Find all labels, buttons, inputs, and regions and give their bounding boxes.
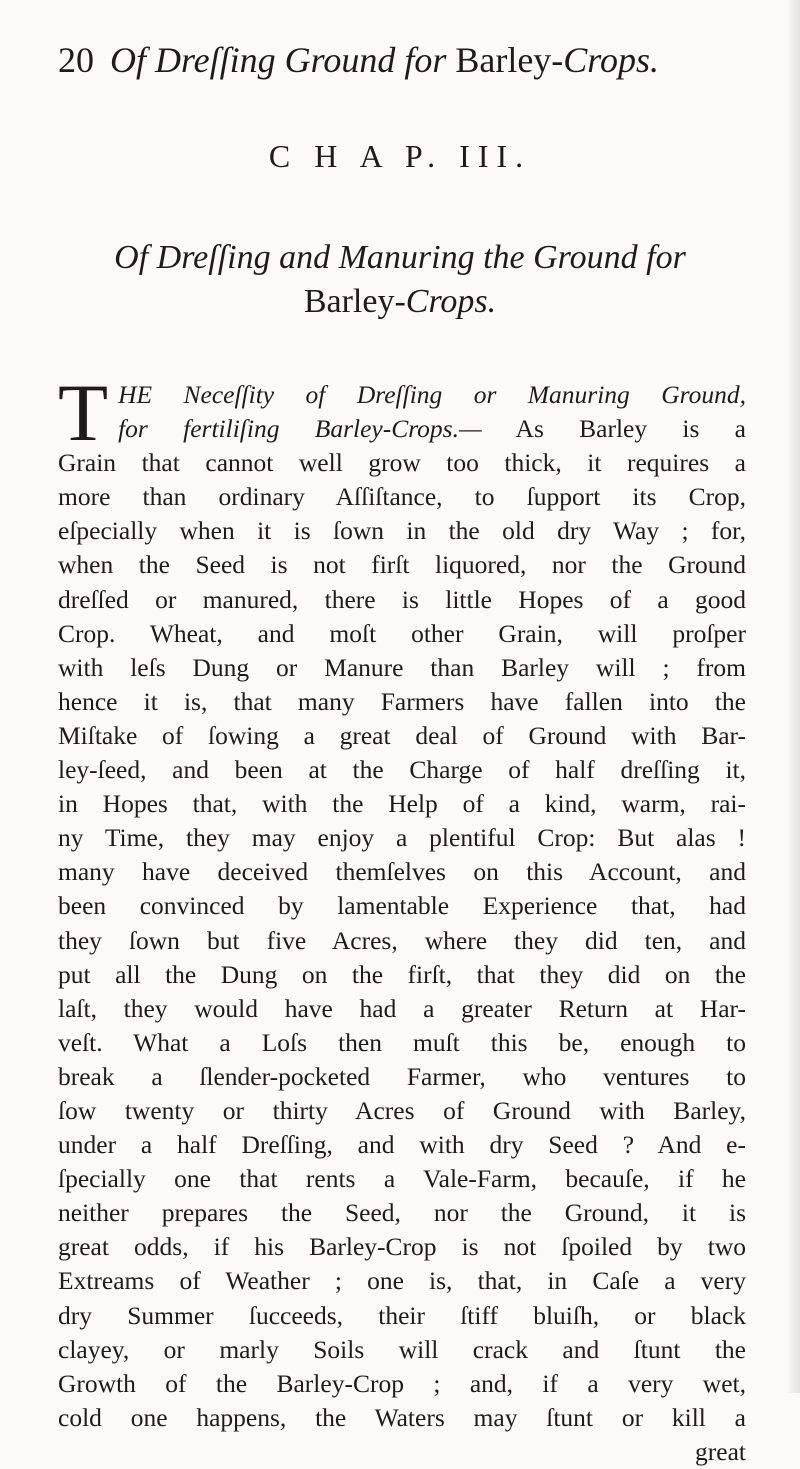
text-line: dry Summer ſucceeds, their ſtiff bluiſh, or black [58, 1300, 746, 1330]
chapter-title [0, 236, 800, 324]
text-line: in Hopes that, with the Help of a kind, warm, rai- [58, 789, 746, 819]
text-line: hence it is, that many Farmers have fallen into the [58, 686, 746, 716]
text-line: ſow twenty or thirty Acres of Ground with Barley, [58, 1095, 746, 1125]
opening-line-1: HE Neceſſity of Dreſſing or Manuring Ground, [118, 380, 746, 409]
body-text [58, 367, 747, 1469]
catchword: great [695, 1436, 746, 1466]
text-line: they ſown but five Acres, where they did ten, and [58, 925, 746, 955]
text-line: put all the Dung on the firſt, that they did on the [58, 959, 746, 989]
chapter-title-line-1: Of Dreſſing and Manuring the Ground for [114, 239, 686, 276]
text-line: Grain that cannot well grow too thick, it requires a [58, 448, 746, 478]
text-line: break a ſlender-pocketed Farmer, who ventures to [58, 1061, 746, 1091]
text-line: ſpecially one that rents a Vale-Farm, becauſe, if he [58, 1164, 746, 1194]
text-line: neither prepares the Seed, nor the Ground, it is [58, 1198, 746, 1228]
text-line: great odds, if his Barley-Crop is not ſpoiled by two [58, 1232, 746, 1262]
drop-cap: T [58, 367, 109, 458]
chapter-title-roman: Barley- [303, 283, 406, 320]
text-line: many have deceived themſelves on this Account, and [58, 857, 746, 887]
page-number: 20 [58, 40, 94, 80]
text-line: more than ordinary Aſſiſtance, to ſupport its Crop, [58, 482, 746, 512]
opening-italic-2: for fertiliſing Barley-Crops.— [118, 414, 482, 444]
text-line: dreſſed or manured, there is little Hopes of a good [58, 584, 746, 614]
running-title: Of Dreſſing Ground for [110, 40, 447, 80]
text-line: Growth of the Barley-Crop ; and, if a very wet, [58, 1368, 746, 1398]
text-line: been convinced by lamentable Experience that, had [58, 891, 746, 921]
chapter-title-line-2 [0, 280, 800, 324]
text-line: cold one happens, the Waters may ſtunt or kill a [58, 1402, 746, 1432]
opening-line-2-rest: As Barley is a [481, 414, 747, 444]
page-edge-shadow [786, 0, 800, 1393]
text-line: laſt, they would have had a greater Return at Har- [58, 993, 746, 1023]
text-line: when the Seed is not firſt liquored, nor the Ground [58, 550, 746, 580]
text-line: clayey, or marly Soils will crack and ſtunt the [58, 1334, 746, 1364]
text-line: eſpecially when it is ſown in the old dry Way ; for, [58, 516, 746, 546]
running-title-word: Barley- [455, 40, 564, 80]
chapter-title-italic: Crops. [405, 283, 497, 320]
running-title-word-italic: Crops. [563, 40, 659, 80]
text-line: Crop. Wheat, and moſt other Grain, will proſper [58, 618, 746, 648]
text-line: ny Time, they may enjoy a plentiful Crop: But alas ! [58, 823, 746, 853]
text-line: Extreams of Weather ; one is, that, in Caſe a very [58, 1266, 746, 1296]
opening-line-2 [58, 412, 746, 446]
text-line: under a half Dreſſing, and with dry Seed ? And e- [58, 1130, 746, 1160]
body-lines [58, 446, 746, 1435]
chapter-heading: C H A P. III. [268, 138, 532, 174]
text-line: Miſtake of ſowing a great deal of Ground with Bar- [58, 720, 746, 750]
text-line: veſt. What a Loſs then muſt this be, enough to [58, 1027, 746, 1057]
text-line: ley-ſeed, and been at the Charge of half dreſſing it, [58, 755, 746, 785]
running-head [58, 38, 698, 82]
text-line: with leſs Dung or Manure than Barley will ; from [58, 652, 746, 682]
